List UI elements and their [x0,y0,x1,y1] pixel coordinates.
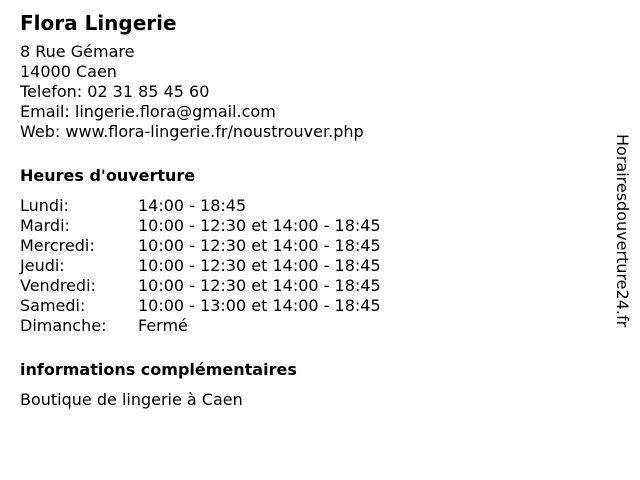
day-label: Vendredi: [20,276,96,295]
time-value: 10:00 - 12:30 et 14:00 - 18:45 [138,256,381,275]
site-watermark: Horairesdouverture24.fr [613,134,632,328]
additional-info-heading: informations complémentaires [20,360,297,379]
day-label: Dimanche: [20,316,107,335]
time-value: 10:00 - 12:30 et 14:00 - 18:45 [138,236,381,255]
hours-row-saturday [20,296,600,316]
email-address[interactable]: Email: lingerie.flora@gmail.com [20,102,276,121]
hours-row-tuesday [20,216,600,236]
hours-row-friday [20,276,600,296]
street-address: 8 Rue Gémare [20,42,135,61]
opening-hours-heading: Heures d'ouverture [20,166,196,185]
time-value: 14:00 - 18:45 [138,196,247,215]
time-value: Fermé [138,316,188,335]
time-value: 10:00 - 12:30 et 14:00 - 18:45 [138,276,381,295]
time-value: 10:00 - 13:00 et 14:00 - 18:45 [138,296,381,315]
day-label: Jeudi: [20,256,65,275]
website-link[interactable]: Web: www.flora-lingerie.fr/noustrouver.php [20,122,364,141]
business-card [20,10,600,410]
business-name: Flora Lingerie [20,11,177,35]
hours-row-thursday [20,256,600,276]
day-label: Samedi: [20,296,86,315]
hours-row-monday [20,196,600,216]
additional-info-text: Boutique de lingerie à Caen [20,390,243,409]
opening-hours-table [20,196,600,336]
phone-number[interactable]: Telefon: 02 31 85 45 60 [20,82,210,101]
hours-row-sunday [20,316,600,336]
city-address: 14000 Caen [20,62,117,81]
time-value: 10:00 - 12:30 et 14:00 - 18:45 [138,216,381,235]
hours-row-wednesday [20,236,600,256]
day-label: Lundi: [20,196,69,215]
day-label: Mardi: [20,216,70,235]
day-label: Mercredi: [20,236,95,255]
